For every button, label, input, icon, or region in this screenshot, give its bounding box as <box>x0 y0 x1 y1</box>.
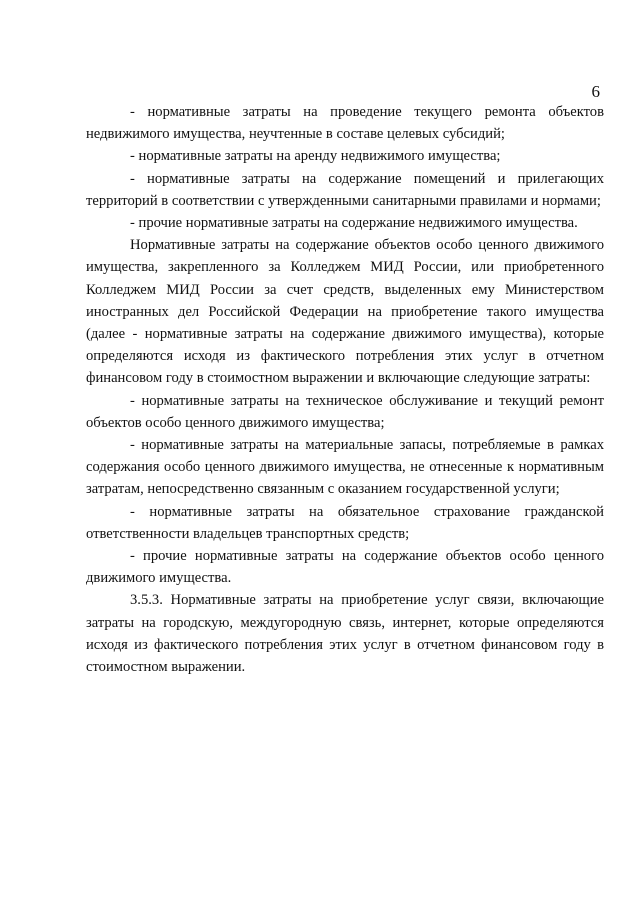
document-body <box>86 101 604 678</box>
list-item-rent: - нормативные затраты на аренду недвижимого имущества; <box>130 148 501 165</box>
list-item-other-movable: - прочие нормативные затраты на содержание объектов особо ценного движимого имущества. <box>86 548 604 587</box>
list-item-premises-maintenance: - нормативные затраты на содержание помещений и прилегающих территорий в соответствии с утвержденными санитарными правилами и нормами; <box>86 170 604 209</box>
paragraph-movable-property: Нормативные затраты на содержание объектов особо ценного движимого имущества, закрепленного за Колледжем МИД России, или приобретенного Колледжем МИД России за счет средств, выделенных ему Министерством иностранных дел Российской Федерации на приобретение такого имущества (далее - нормативные затраты на содержание движимого имущества), которые определяются исходя из фактического потребления этих услуг в отчетном финансовом году в стоимостном выражении и включающие следующие затраты: <box>86 237 604 387</box>
list-item-technical-maintenance: - нормативные затраты на техническое обслуживание и текущий ремонт объектов особо ценного движимого имущества; <box>86 392 604 431</box>
list-item-insurance: - нормативные затраты на обязательное страхование гражданской ответственности владельцев транспортных средств; <box>86 503 604 542</box>
list-item-current-repair: - нормативные затраты на проведение текущего ремонта объектов недвижимого имущества, неучтенные в составе целевых субсидий; <box>86 104 604 143</box>
list-item-other-real-estate: - прочие нормативные затраты на содержание недвижимого имущества. <box>130 215 578 232</box>
paragraph-section-3-5-3: 3.5.3. Нормативные затраты на приобретение услуг связи, включающие затраты на городскую, междугородную связь, интернет, которые определяются исходя из фактического потребления этих услуг в отчетном финансовом году в стоимостном выражении. <box>86 592 604 676</box>
list-item-material-supplies: - нормативные затраты на материальные запасы, потребляемые в рамках содержания особо ценного движимого имущества, не отнесенные к нормативным затратам, непосредственно связанным с оказанием государственной услуги; <box>86 437 604 498</box>
page-number: 6 <box>591 82 600 101</box>
